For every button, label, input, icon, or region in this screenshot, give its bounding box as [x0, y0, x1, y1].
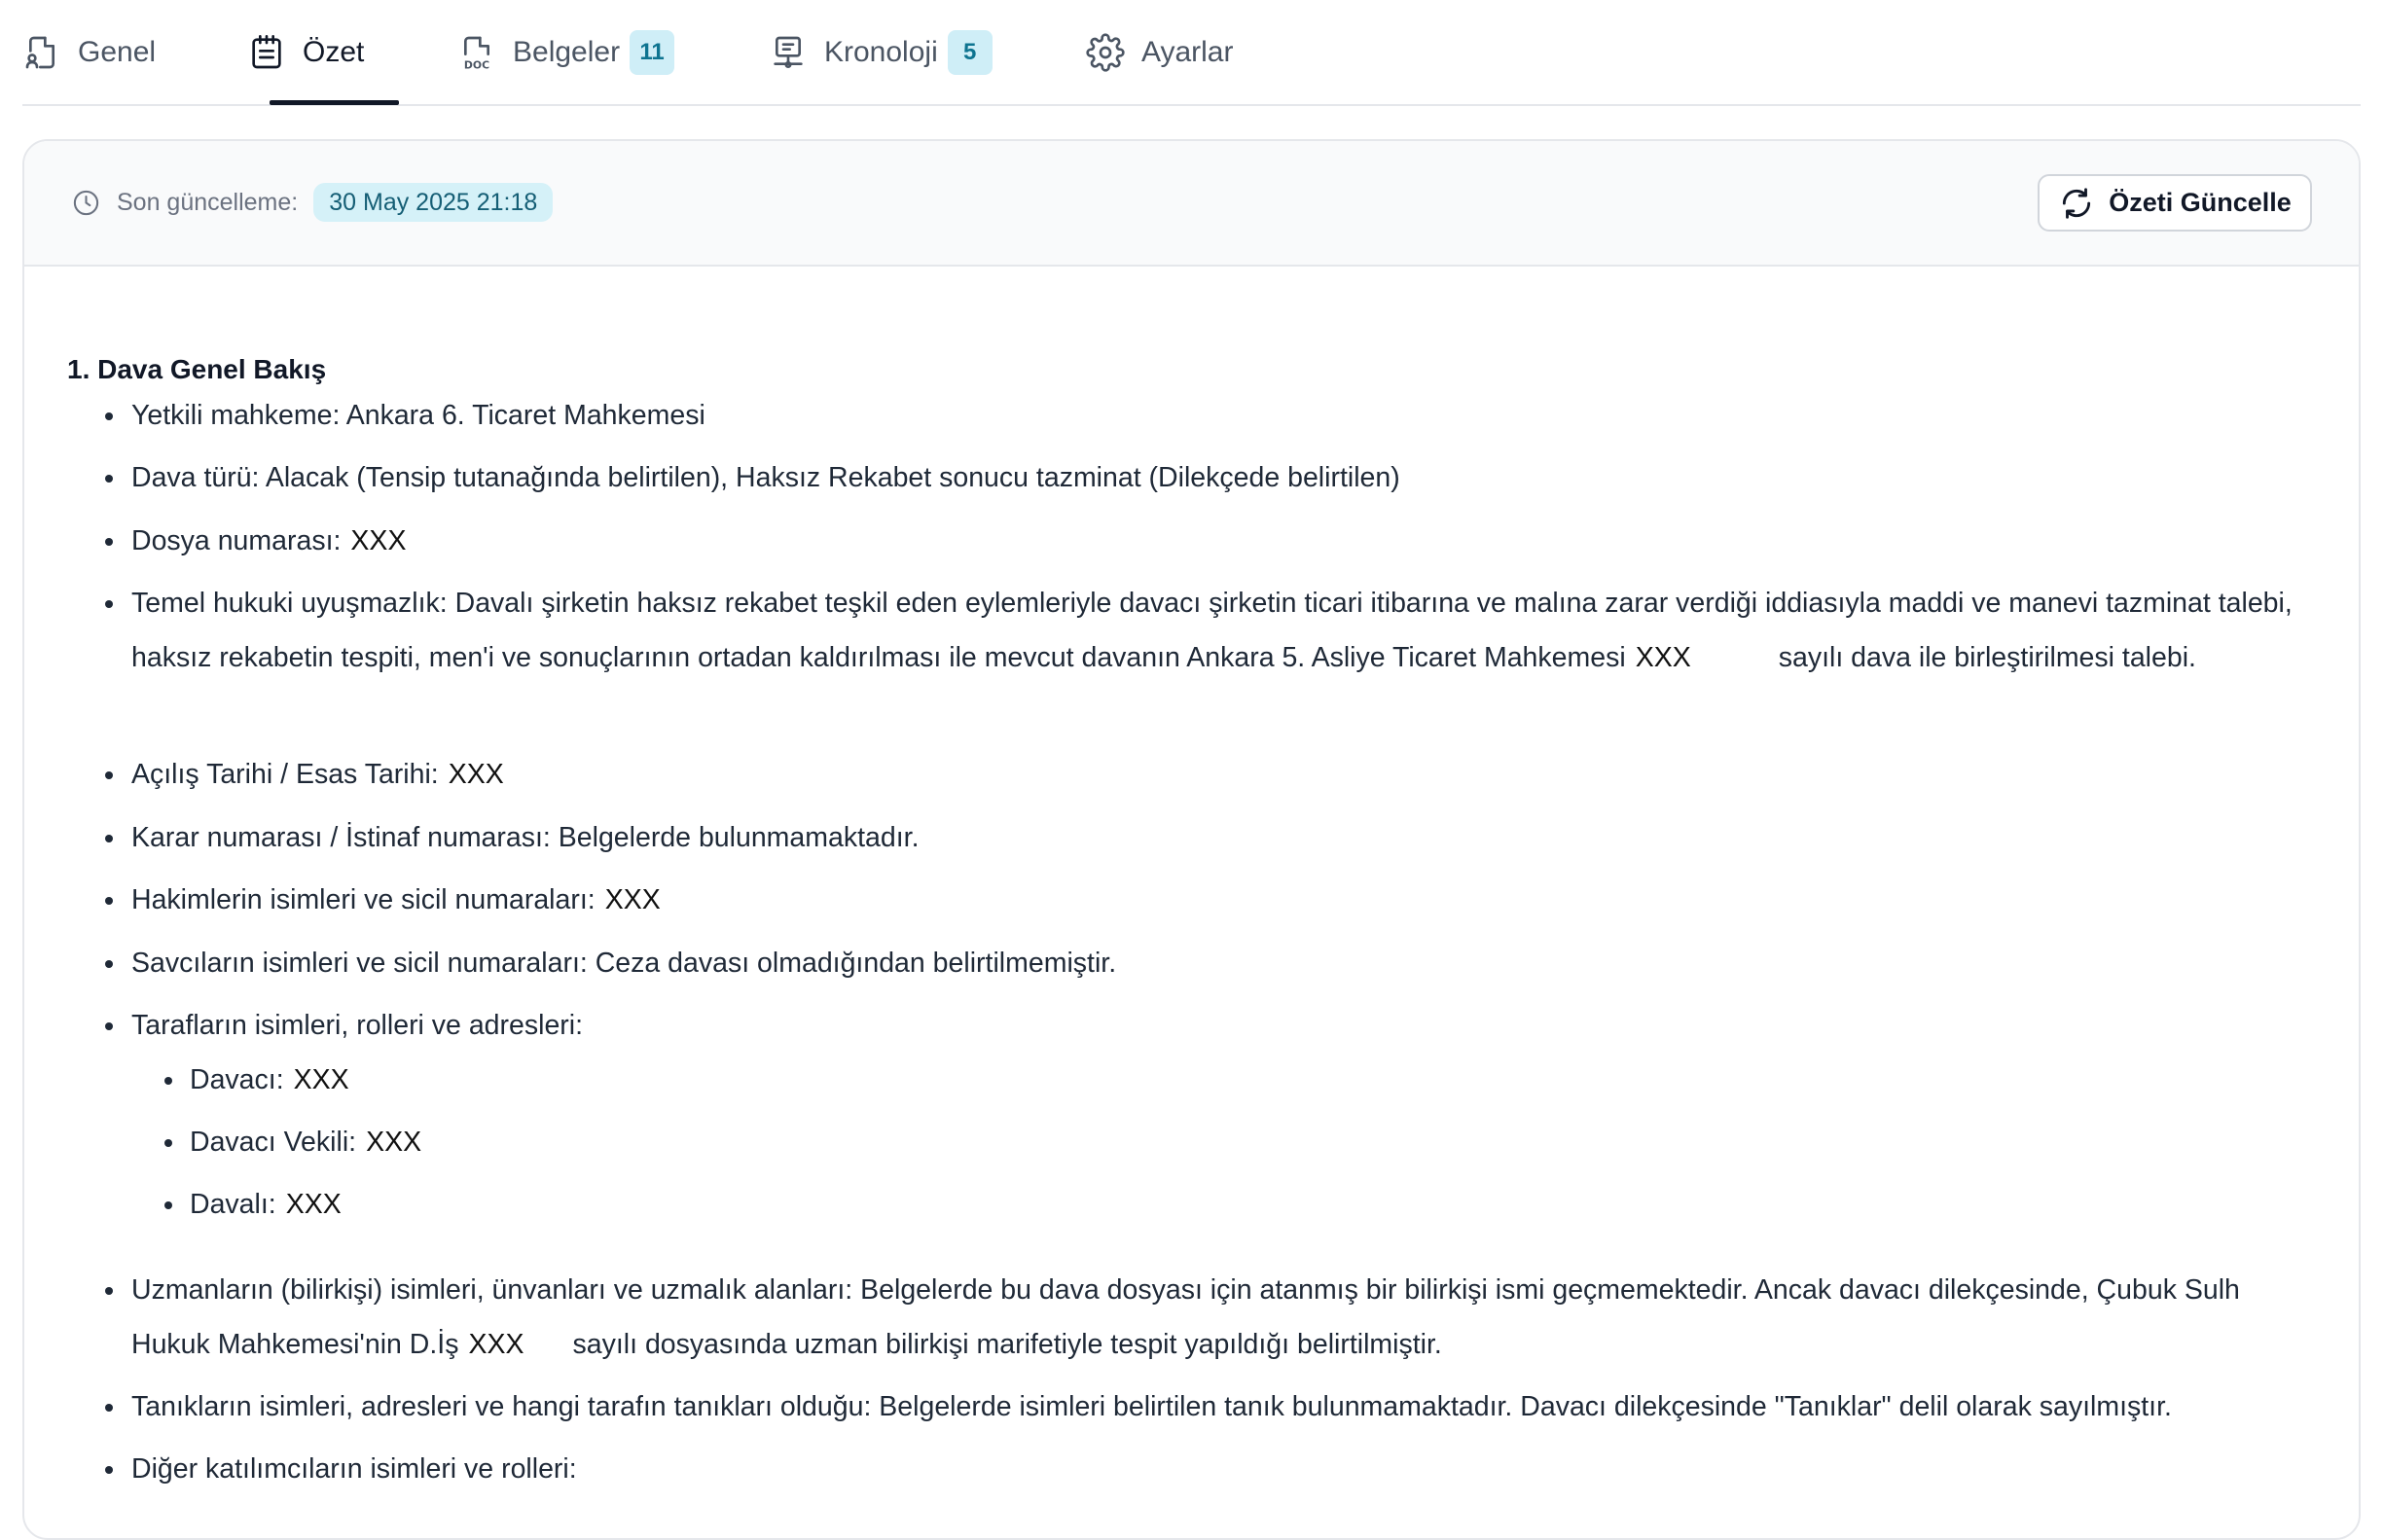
- decision-text: Karar numarası / İstinaf numarası: Belgelerde bulunmamaktadır.: [131, 822, 920, 853]
- list-item-experts: [131, 1263, 2321, 1372]
- timeline-icon: [769, 33, 808, 72]
- tab-label: Belgeler: [513, 35, 621, 68]
- list-item-opening-date: [131, 747, 2321, 802]
- defendant-label: Davalı:: [190, 1189, 276, 1220]
- parties-label: Tarafların isimleri, rolleri ve adresleri:: [131, 1010, 584, 1041]
- case-type-text: Dava türü: Alacak (Tensip tutanağında belirtilen), Haksız Rekabet sonucu tazminat (Dilekçede belirtilen): [131, 462, 1400, 493]
- list-item-court: [131, 388, 2321, 443]
- timeline-count-badge: 5: [948, 30, 993, 75]
- list-item-dispute: [131, 576, 2321, 685]
- gear-icon: [1086, 33, 1125, 72]
- plaintiff-counsel-label: Davacı Vekili:: [190, 1127, 357, 1158]
- tab-label: Ayarlar: [1141, 35, 1234, 68]
- redacted-value: XXX: [350, 525, 407, 556]
- documents-count-badge: 11: [630, 30, 674, 75]
- witnesses-text: Tanıkların isimleri, adresleri ve hangi tarafın tanıkları olduğu: Belgelerde isimleri belirtilen tanık bulunmamaktadır. Davacı dilekçesinde "Tanıklar" delil olarak sayılmıştır.: [131, 1391, 2172, 1422]
- sub-item-defendant: [190, 1177, 351, 1232]
- judges-label: Hakimlerin isimleri ve sicil numaraları:: [131, 884, 596, 915]
- tab-label: Genel: [78, 35, 157, 68]
- doc-file-icon: [457, 33, 496, 72]
- active-tab-indicator: [270, 100, 399, 105]
- prosecutors-text: Savcıların isimleri ve sicil numaraları: Ceza davası olmadığından belirtilmemiştir.: [131, 948, 1117, 979]
- tab-ayarlar[interactable]: [1086, 0, 1233, 104]
- redacted-value: XXX: [468, 1329, 524, 1360]
- file-number-label: Dosya numarası:: [131, 525, 342, 556]
- refresh-icon: [2058, 185, 2095, 222]
- section-title: 1. Dava Genel Bakış: [67, 354, 327, 384]
- tab-kronoloji[interactable]: [769, 0, 993, 104]
- list-item-judges: [131, 873, 2321, 927]
- experts-text-b: sayılı dosyasında uzman bilirkişi marifetiyle tespit yapıldığı belirtilmiştir.: [572, 1329, 1442, 1360]
- update-summary-button[interactable]: [2038, 174, 2312, 232]
- list-item-decision: [131, 810, 2321, 865]
- notepad-icon: [247, 33, 286, 72]
- last-updated-date: 30 May 2025 21:18: [313, 183, 553, 222]
- redacted-value: XXX: [448, 759, 504, 790]
- plaintiff-label: Davacı:: [190, 1064, 284, 1095]
- redacted-value: XXX: [604, 884, 661, 915]
- tab-ozet[interactable]: [247, 0, 364, 104]
- redacted-value: XXX: [285, 1189, 342, 1220]
- tab-label: Kronoloji: [824, 35, 938, 68]
- file-person-icon: [22, 33, 61, 72]
- svg-text:DOC: DOC: [463, 58, 490, 72]
- dispute-text-b: sayılı dava ile birleştirilmesi talebi.: [1778, 642, 2196, 673]
- clock-icon: [71, 188, 101, 218]
- summary-card-header: [24, 141, 2359, 267]
- list-item-prosecutors: [131, 936, 2321, 990]
- sub-item-plaintiff-counsel: [190, 1115, 431, 1169]
- tab-bar: [22, 0, 2361, 106]
- dispute-text-a: Temel hukuki uyuşmazlık: Davalı şirketin haksız rekabet teşkil eden eylemleriyle davacı şirketin ticari itibarına ve malına zarar verdiği iddiasıyla maddi ve manevi tazminat talebi, haksız rekabetin tespiti, men'i ve sonuçlarının ortadan kaldırılması ile mevcut davanın Ankara 5. Asliye Ticaret Mahkemesi: [131, 588, 2293, 673]
- court-text: Yetkili mahkeme: Ankara 6. Ticaret Mahkemesi: [131, 400, 705, 431]
- tab-genel[interactable]: [22, 0, 156, 104]
- tab-belgeler[interactable]: [457, 0, 674, 104]
- redacted-value: XXX: [1635, 642, 1691, 673]
- list-item-case-type: [131, 450, 2321, 505]
- list-item-parties: [131, 998, 2321, 1053]
- sub-item-plaintiff: [190, 1053, 359, 1107]
- last-updated: [71, 183, 553, 222]
- update-summary-label: Özeti Güncelle: [2109, 188, 2292, 217]
- list-item-witnesses: [131, 1379, 2321, 1434]
- opening-date-label: Açılış Tarihi / Esas Tarihi:: [131, 759, 439, 790]
- list-item-file-number: [131, 514, 2321, 568]
- summary-card: [22, 139, 2361, 1540]
- list-item-other-participants: [131, 1442, 2321, 1496]
- redacted-value: XXX: [366, 1127, 422, 1158]
- redacted-value: XXX: [293, 1064, 349, 1095]
- experts-text-a: Uzmanların (bilirkişi) isimleri, ünvanları ve uzmalık alanları: Belgelerde bu dava dosyası için atanmış bir bilirkişi ismi geçmemektedir. Ancak davacı dilekçesinde, Çubuk Sulh Hukuk Mahkemesi'nin D.İş: [131, 1274, 2240, 1360]
- last-updated-label: Son güncelleme:: [117, 188, 299, 216]
- tab-label: Özet: [303, 35, 365, 68]
- other-participants-label: Diğer katılımcıların isimleri ve rolleri:: [131, 1453, 577, 1485]
